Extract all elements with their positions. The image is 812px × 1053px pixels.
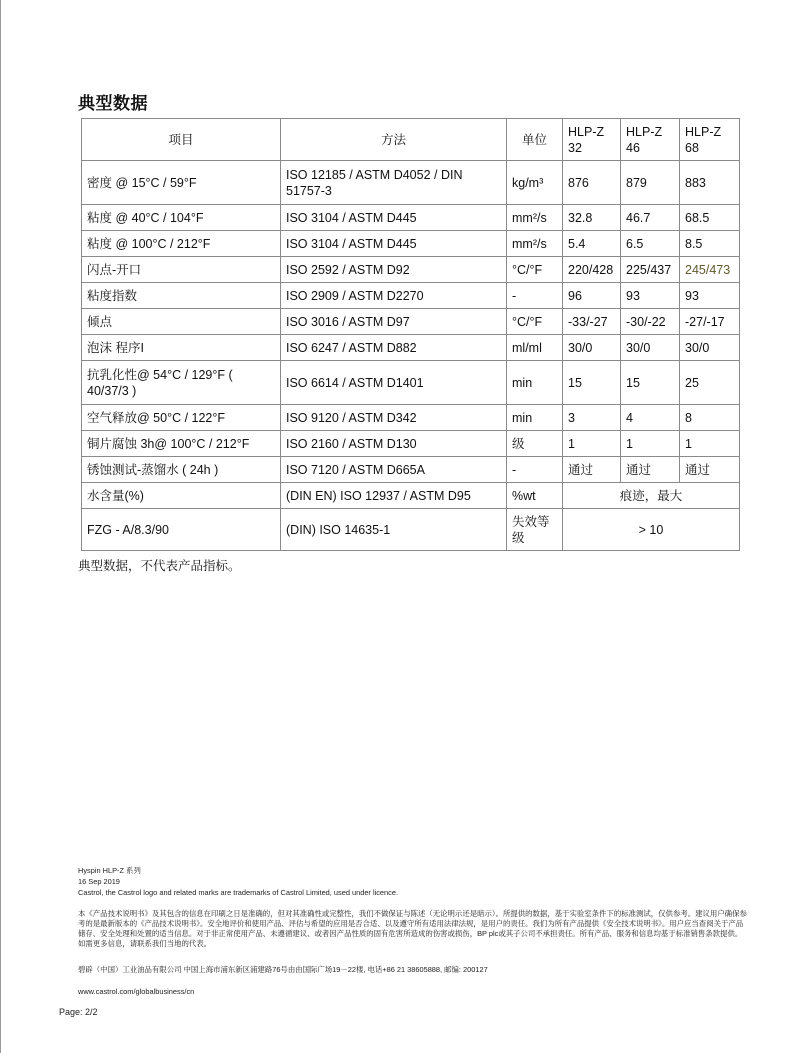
table-row bbox=[82, 205, 740, 231]
cell-value-46: 93 bbox=[621, 283, 680, 309]
cell-unit: °C/°F bbox=[507, 257, 563, 283]
cell-item: 粘度 @ 40°C / 104°F bbox=[82, 205, 281, 231]
table-row bbox=[82, 161, 740, 205]
cell-value-32: 3 bbox=[563, 405, 621, 431]
table-row bbox=[82, 483, 740, 509]
table-row bbox=[82, 457, 740, 483]
cell-value-merged: 痕迹，最大 bbox=[563, 483, 740, 509]
cell-item: 抗乳化性@ 54°C / 129°F ( 40/37/3 ) bbox=[82, 361, 281, 405]
cell-method: ISO 9120 / ASTM D342 bbox=[281, 405, 507, 431]
typical-data-note: 典型数据，不代表产品指标。 bbox=[78, 559, 241, 573]
page-left-edge bbox=[0, 0, 1, 1053]
table-row bbox=[82, 309, 740, 335]
cell-item: 粘度指数 bbox=[82, 283, 281, 309]
cell-value-68: 8.5 bbox=[680, 231, 740, 257]
cell-value-46: 4 bbox=[621, 405, 680, 431]
cell-unit: mm²/s bbox=[507, 205, 563, 231]
cell-value-46: 通过 bbox=[621, 457, 680, 483]
cell-method: ISO 3016 / ASTM D97 bbox=[281, 309, 507, 335]
cell-unit: mm²/s bbox=[507, 231, 563, 257]
cell-value-46: 6.5 bbox=[621, 231, 680, 257]
cell-unit: - bbox=[507, 457, 563, 483]
cell-item: 铜片腐蚀 3h@ 100°C / 212°F bbox=[82, 431, 281, 457]
cell-value-46: -30/-22 bbox=[621, 309, 680, 335]
typical-data-table bbox=[81, 118, 740, 551]
cell-value-32: 32.8 bbox=[563, 205, 621, 231]
cell-value-68: 8 bbox=[680, 405, 740, 431]
cell-method: ISO 3104 / ASTM D445 bbox=[281, 231, 507, 257]
cell-unit: %wt bbox=[507, 483, 563, 509]
cell-method: ISO 7120 / ASTM D665A bbox=[281, 457, 507, 483]
cell-value-68: 25 bbox=[680, 361, 740, 405]
cell-value-32: 220/428 bbox=[563, 257, 621, 283]
cell-unit: 级 bbox=[507, 431, 563, 457]
header-method: 方法 bbox=[281, 119, 507, 161]
footer-date: 16 Sep 2019 bbox=[78, 877, 120, 886]
cell-unit: kg/m³ bbox=[507, 161, 563, 205]
cell-method: (DIN) ISO 14635-1 bbox=[281, 509, 507, 551]
cell-value-32: -33/-27 bbox=[563, 309, 621, 335]
cell-value-32: 15 bbox=[563, 361, 621, 405]
cell-unit: min bbox=[507, 405, 563, 431]
cell-method: ISO 6247 / ASTM D882 bbox=[281, 335, 507, 361]
table-row bbox=[82, 361, 740, 405]
cell-value-46: 30/0 bbox=[621, 335, 680, 361]
cell-item: 倾点 bbox=[82, 309, 281, 335]
table-row bbox=[82, 431, 740, 457]
header-item: 项目 bbox=[82, 119, 281, 161]
table-row bbox=[82, 405, 740, 431]
cell-value-68: 通过 bbox=[680, 457, 740, 483]
table-row bbox=[82, 283, 740, 309]
cell-method: (DIN EN) ISO 12937 / ASTM D95 bbox=[281, 483, 507, 509]
header-unit: 单位 bbox=[507, 119, 563, 161]
cell-value-68: 68.5 bbox=[680, 205, 740, 231]
cell-unit: min bbox=[507, 361, 563, 405]
table-header-row bbox=[82, 119, 740, 161]
header-hlp-z-68: HLP-Z 68 bbox=[680, 119, 740, 161]
header-hlp-z-32: HLP-Z 32 bbox=[563, 119, 621, 161]
cell-item: 空气释放@ 50°C / 122°F bbox=[82, 405, 281, 431]
cell-value-68: 245/473 bbox=[680, 257, 740, 283]
cell-value-32: 1 bbox=[563, 431, 621, 457]
cell-value-68: -27/-17 bbox=[680, 309, 740, 335]
cell-unit: °C/°F bbox=[507, 309, 563, 335]
cell-method: ISO 12185 / ASTM D4052 / DIN 51757-3 bbox=[281, 161, 507, 205]
footer-disclaimer: 本《产品技术说明书》及其包含的信息在印刷之日是准确的，但对其准确性或完整性，我们不做保证与陈述（无论明示还是暗示）。所提供的数据，基于实验室条件下的标准测试，仅供参考。建议用户确保参考的是最新版本的《产品技术说明书》。安全地评价和使用产品、评估与希望的应用是否合适、以及遵守所有适用法律法规，是用户的责任。我们为所有产品提供《安全技术说明书》。用户应当查阅关于产品储存、安全处理和处置的适当信息。对于非正常使用产品、未遵循建议、或者因产品性质的固有危害所造成的伤害或损伤，BP plc或其子公司不承担责任。所有产品、服务和信息均基于标准销售条款提供。如需更多信息，请联系我们当地的代表。 bbox=[78, 909, 747, 948]
page-number: Page: 2/2 bbox=[59, 1007, 98, 1017]
cell-item: 锈蚀测试-蒸馏水 ( 24h ) bbox=[82, 457, 281, 483]
cell-method: ISO 3104 / ASTM D445 bbox=[281, 205, 507, 231]
cell-value-68: 93 bbox=[680, 283, 740, 309]
table-row bbox=[82, 257, 740, 283]
footer-company: 碧辟（中国）工业油品有限公司 中国上海市浦东新区浦建路76号由由国际广场19－22楼, 电话+86 21 38605888, 邮编: 200127 bbox=[78, 965, 488, 974]
cell-value-68: 883 bbox=[680, 161, 740, 205]
footer-website[interactable]: www.castrol.com/globalbusiness/cn bbox=[78, 987, 195, 996]
table-row bbox=[82, 335, 740, 361]
cell-method: ISO 2909 / ASTM D2270 bbox=[281, 283, 507, 309]
cell-item: 闪点-开口 bbox=[82, 257, 281, 283]
table-row bbox=[82, 231, 740, 257]
cell-item: 水含量(%) bbox=[82, 483, 281, 509]
cell-item: 密度 @ 15°C / 59°F bbox=[82, 161, 281, 205]
cell-value-32: 30/0 bbox=[563, 335, 621, 361]
cell-value-46: 225/437 bbox=[621, 257, 680, 283]
header-hlp-z-46: HLP-Z 46 bbox=[621, 119, 680, 161]
cell-value-68: 30/0 bbox=[680, 335, 740, 361]
cell-value-32: 通过 bbox=[563, 457, 621, 483]
cell-unit: ml/ml bbox=[507, 335, 563, 361]
cell-value-46: 15 bbox=[621, 361, 680, 405]
cell-value-46: 1 bbox=[621, 431, 680, 457]
cell-value-32: 5.4 bbox=[563, 231, 621, 257]
cell-unit: 失效等级 bbox=[507, 509, 563, 551]
footer-product: Hyspin HLP-Z 系列 bbox=[78, 866, 141, 875]
cell-value-32: 96 bbox=[563, 283, 621, 309]
footer-trademark: Castrol, the Castrol logo and related marks are trademarks of Castrol Limited, used under licence. bbox=[78, 888, 398, 897]
cell-item: 泡沫 程序I bbox=[82, 335, 281, 361]
cell-unit: - bbox=[507, 283, 563, 309]
section-title: 典型数据 bbox=[78, 94, 148, 113]
cell-method: ISO 2160 / ASTM D130 bbox=[281, 431, 507, 457]
cell-item: FZG - A/8.3/90 bbox=[82, 509, 281, 551]
table-row bbox=[82, 509, 740, 551]
cell-method: ISO 6614 / ASTM D1401 bbox=[281, 361, 507, 405]
cell-method: ISO 2592 / ASTM D92 bbox=[281, 257, 507, 283]
cell-value-32: 876 bbox=[563, 161, 621, 205]
cell-value-merged: > 10 bbox=[563, 509, 740, 551]
cell-value-46: 46.7 bbox=[621, 205, 680, 231]
cell-value-46: 879 bbox=[621, 161, 680, 205]
cell-item: 粘度 @ 100°C / 212°F bbox=[82, 231, 281, 257]
cell-value-68: 1 bbox=[680, 431, 740, 457]
